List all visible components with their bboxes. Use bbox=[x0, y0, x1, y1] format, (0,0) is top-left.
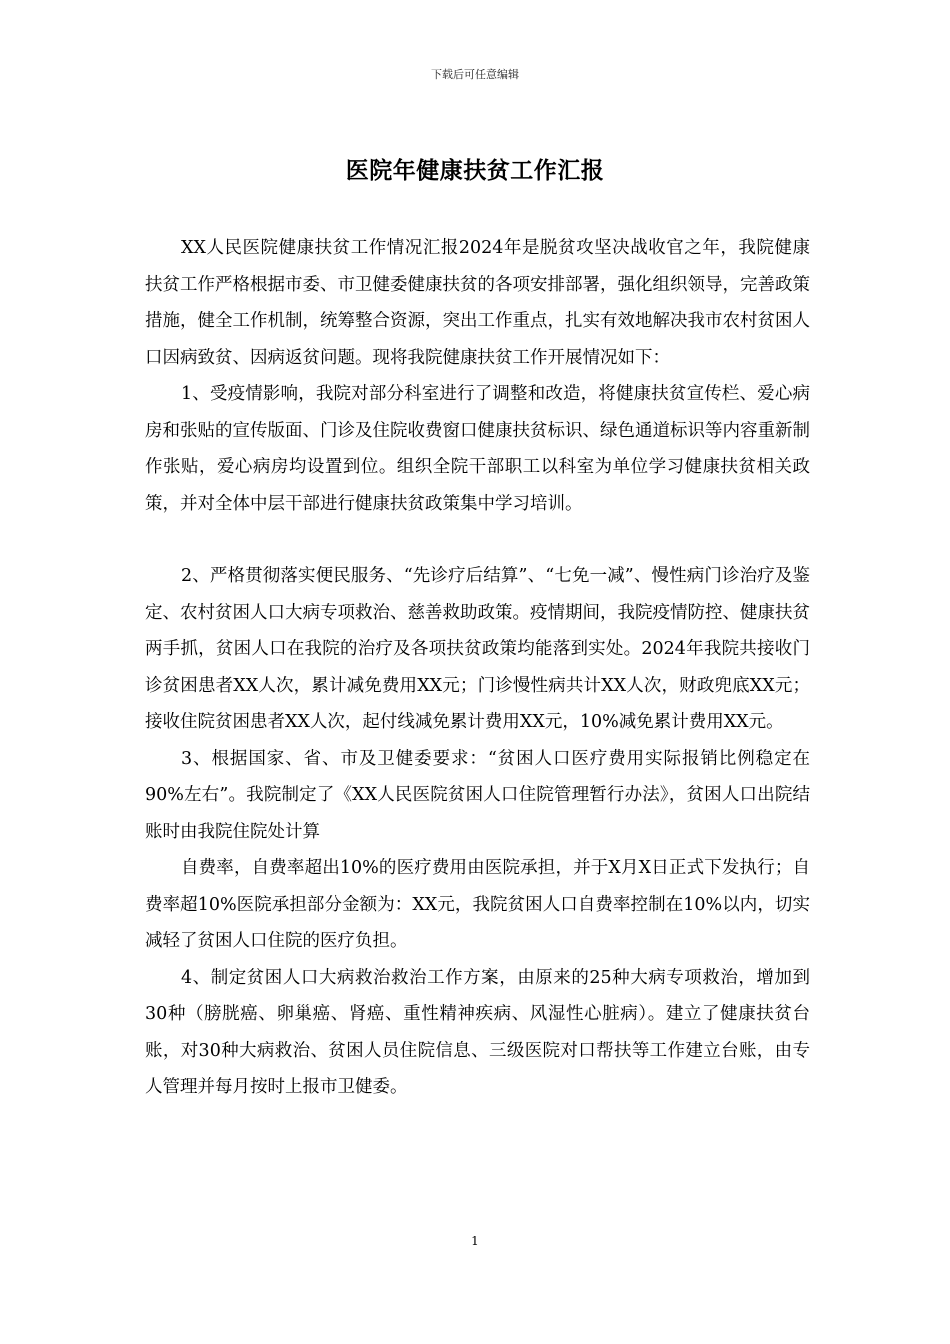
paragraph-item-3-continued: 自费率，自费率超出10%的医疗费用由医院承担，并于X月X日正式下发执行；自费率超10%医院承担部分金额为：XX元，我院贫困人口自费率控制在10%以内，切实减轻了贫困人口住院的医疗负担。 bbox=[145, 858, 810, 951]
paragraph-item-3: 3、根据国家、省、市及卫健委要求：“贫困人口医疗费用实际报销比例稳定在90%左右”。我院制定了《XX人民医院贫困人口住院管理暂行办法》，贫困人口出院结账时由我院住院处计算 bbox=[145, 748, 810, 842]
paragraph-item-1: 1、受疫情影响，我院对部分科室进行了调整和改造，将健康扶贫宣传栏、爱心病房和张贴的宣传版面、门诊及住院收费窗口健康扶贫标识、绿色通道标识等内容重新制作张贴，爱心病房均设置到位。组织全院干部职工以科室为单位学习健康扶贫相关政策，并对全体中层干部进行健康扶贫政策集中学习培训。 bbox=[145, 384, 810, 514]
paragraph-intro: XX人民医院健康扶贫工作情况汇报2024年是脱贫攻坚决战收官之年，我院健康扶贫工作严格根据市委、市卫健委健康扶贫的各项安排部署，强化组织领导，完善政策措施，健全工作机制，统筹整合资源，突出工作重点，扎实有效地解决我市农村贫困人口因病致贫、因病返贫问题。现将我院健康扶贫工作开展情况如下： bbox=[145, 238, 810, 368]
document-body bbox=[145, 230, 810, 1106]
paragraph-item-4: 4、制定贫困人口大病救治救治工作方案，由原来的25种大病专项救治，增加到30种（膀胱癌、卵巢癌、肾癌、重性精神疾病、风湿性心脏病）。建立了健康扶贫台账，对30种大病救治、贫困人员住院信息、三级医院对口帮扶等工作建立台账，由专人管理并每月按时上报市卫健委。 bbox=[145, 967, 810, 1097]
paragraph-item-2: 2、严格贯彻落实便民服务、“先诊疗后结算”、“七免一减”、慢性病门诊治疗及鉴定、农村贫困人口大病专项救治、慈善救助政策。疫情期间，我院疫情防控、健康扶贫两手抓，贫困人口在我院的治疗及各项扶贫政策均能落到实处。2024年我院共接收门诊贫困患者XX人次，累计减免费用XX元；门诊慢性病共计XX人次，财政兜底XX元；接收住院贫困患者XX人次，起付线减免累计费用XX元，10%减免累计费用XX元。 bbox=[145, 566, 810, 732]
page-number: 1 bbox=[471, 1234, 479, 1248]
page-header-note: 下载后可任意编辑 bbox=[431, 68, 519, 81]
document-title: 医院年健康扶贫工作汇报 bbox=[345, 158, 605, 184]
